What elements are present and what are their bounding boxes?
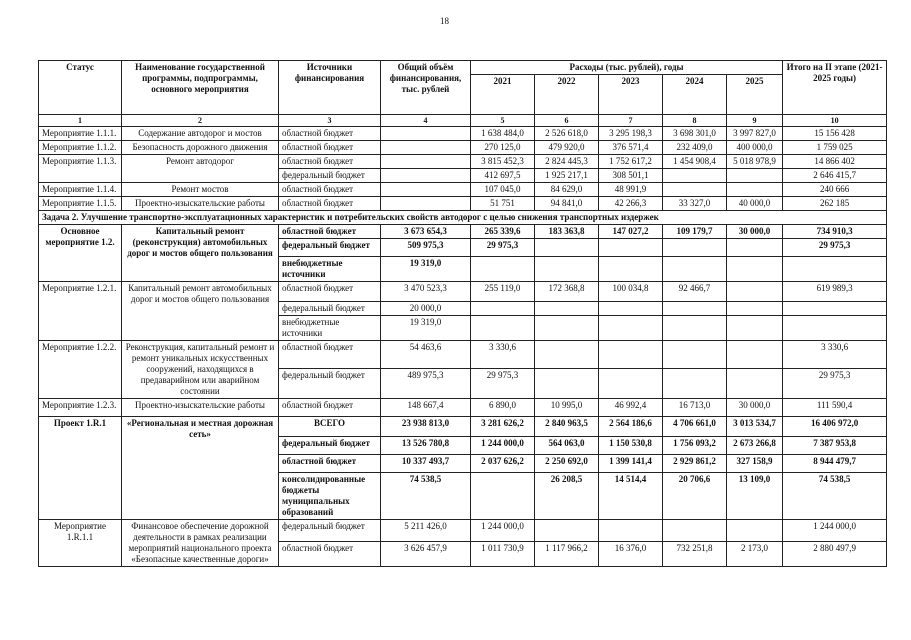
cell-2022	[535, 369, 599, 399]
table-row	[39, 155, 887, 169]
table-row	[39, 225, 887, 239]
cell-total: 74 538,5	[381, 473, 471, 520]
cell-2025: 2 673 266,8	[727, 437, 783, 455]
cell-2024	[663, 520, 727, 542]
cell-2025	[727, 341, 783, 369]
page-number: 18	[440, 16, 449, 26]
col-index: 3	[279, 115, 381, 127]
cell-2025: 13 109,0	[727, 473, 783, 520]
row-name: Ремонт автодорог	[122, 155, 279, 183]
header-total-stage: Итого на II этапе (2021-2025 годы)	[783, 61, 887, 115]
table-row	[39, 417, 887, 437]
cell-stage-total: 734 910,3	[783, 225, 887, 239]
cell-2024: 33 327,0	[663, 197, 727, 211]
cell-2024: 232 409,0	[663, 141, 727, 155]
cell-2021: 6 890,0	[471, 399, 535, 417]
cell-2023: 100 034,8	[599, 282, 663, 302]
cell-2021: 1 638 484,0	[471, 127, 535, 141]
cell-stage-total	[783, 302, 887, 316]
cell-2021	[471, 257, 535, 282]
row-source: областной бюджет	[279, 542, 381, 567]
cell-stage-total: 8 944 479,7	[783, 455, 887, 473]
cell-2025	[727, 520, 783, 542]
row-name: Ремонт мостов	[122, 183, 279, 197]
cell-total: 148 667,4	[381, 399, 471, 417]
table-row	[39, 282, 887, 302]
row-status: Мероприятие 1.1.5.	[39, 197, 122, 211]
cell-2021: 265 339,6	[471, 225, 535, 239]
row-source: областной бюджет	[279, 399, 381, 417]
cell-stage-total: 2 646 415,7	[783, 169, 887, 183]
col-index: 2	[122, 115, 279, 127]
table-row	[39, 399, 887, 417]
cell-stage-total: 619 989,3	[783, 282, 887, 302]
row-name: Проектно-изыскательские работы	[122, 399, 279, 417]
cell-2022	[535, 520, 599, 542]
cell-2022: 479 920,0	[535, 141, 599, 155]
header-year: 2024	[663, 75, 727, 115]
cell-2023: 1 150 530,8	[599, 437, 663, 455]
row-source: областной бюджет	[279, 127, 381, 141]
cell-2025	[727, 183, 783, 197]
cell-2025: 400 000,0	[727, 141, 783, 155]
cell-2021: 270 125,0	[471, 141, 535, 155]
cell-2024	[663, 369, 727, 399]
cell-2021: 1 244 000,0	[471, 520, 535, 542]
row-name: Финансовое обеспечение дорожной деятельности в рамках реализации мероприятий национального проекта «Безопасные качественные дороги»	[122, 520, 279, 567]
row-source: консолидированные бюджеты муниципальных образований	[279, 473, 381, 520]
cell-stage-total: 2 880 497,9	[783, 542, 887, 567]
col-index: 9	[727, 115, 783, 127]
cell-total: 54 463,6	[381, 341, 471, 369]
cell-2023: 1 399 141,4	[599, 455, 663, 473]
row-source: областной бюджет	[279, 183, 381, 197]
row-status: Мероприятие 1.1.1.	[39, 127, 122, 141]
header-expenses: Расходы (тыс. рублей), годы	[471, 61, 783, 75]
row-name: Капитальный ремонт (реконструкция) автомобильных дорог и мостов общего пользования	[122, 225, 279, 282]
cell-2025: 30 000,0	[727, 399, 783, 417]
cell-2022: 84 629,0	[535, 183, 599, 197]
cell-2021: 107 045,0	[471, 183, 535, 197]
header-year: 2021	[471, 75, 535, 115]
cell-2025: 40 000,0	[727, 197, 783, 211]
cell-2022: 183 363,8	[535, 225, 599, 239]
cell-2023	[599, 257, 663, 282]
row-status: Мероприятие 1.R.1.1	[39, 520, 122, 567]
row-name: Содержание автодорог и мостов	[122, 127, 279, 141]
cell-2021: 51 751	[471, 197, 535, 211]
cell-2024: 16 713,0	[663, 399, 727, 417]
cell-2023	[599, 316, 663, 341]
cell-2022	[535, 316, 599, 341]
cell-2023: 1 752 617,2	[599, 155, 663, 169]
cell-2024	[663, 239, 727, 257]
cell-total: 5 211 426,0	[381, 520, 471, 542]
cell-stage-total: 16 406 972,0	[783, 417, 887, 437]
row-name: «Региональная и местная дорожная сеть»	[122, 417, 279, 520]
cell-2025: 327 158,9	[727, 455, 783, 473]
cell-2021: 412 697,5	[471, 169, 535, 183]
cell-2023: 376 571,4	[599, 141, 663, 155]
cell-2023	[599, 369, 663, 399]
table-row	[39, 141, 887, 155]
cell-total: 3 673 654,3	[381, 225, 471, 239]
cell-2021: 1 244 000,0	[471, 437, 535, 455]
cell-total	[381, 197, 471, 211]
row-status: Мероприятие 1.2.3.	[39, 399, 122, 417]
cell-2022: 2 840 963,5	[535, 417, 599, 437]
row-status: Мероприятие 1.1.2.	[39, 141, 122, 155]
row-status: Проект 1.R.1	[39, 417, 122, 520]
cell-2024: 732 251,8	[663, 542, 727, 567]
header-total-volume: Общий объём финансирования, тыс. рублей	[381, 61, 471, 115]
cell-total: 489 975,3	[381, 369, 471, 399]
cell-stage-total: 1 759 025	[783, 141, 887, 155]
cell-total: 23 938 813,0	[381, 417, 471, 437]
cell-2024: 1 756 093,2	[663, 437, 727, 455]
cell-2025	[727, 239, 783, 257]
cell-total: 13 526 780,8	[381, 437, 471, 455]
cell-2022: 564 063,0	[535, 437, 599, 455]
cell-2023: 16 376,0	[599, 542, 663, 567]
cell-2023: 14 514,4	[599, 473, 663, 520]
cell-2025: 2 173,0	[727, 542, 783, 567]
task-row	[39, 211, 887, 225]
header-status: Статус	[39, 61, 122, 115]
cell-stage-total: 29 975,3	[783, 369, 887, 399]
row-status: Мероприятие 1.1.3.	[39, 155, 122, 183]
cell-2023	[599, 520, 663, 542]
row-source: областной бюджет	[279, 141, 381, 155]
cell-2021: 2 037 626,2	[471, 455, 535, 473]
table-row	[39, 127, 887, 141]
cell-stage-total	[783, 316, 887, 341]
cell-stage-total: 111 590,4	[783, 399, 887, 417]
cell-2022	[535, 239, 599, 257]
row-source: федеральный бюджет	[279, 369, 381, 399]
table-row	[39, 197, 887, 211]
cell-2025	[727, 282, 783, 302]
cell-2024	[663, 183, 727, 197]
cell-2024	[663, 316, 727, 341]
header-year: 2023	[599, 75, 663, 115]
cell-2022: 172 368,8	[535, 282, 599, 302]
cell-2024: 1 454 908,4	[663, 155, 727, 169]
cell-total	[381, 141, 471, 155]
row-name: Реконструкция, капитальный ремонт и ремонт уникальных искусственных сооружений, находящихся в предаварийном или аварийном состоянии	[122, 341, 279, 399]
header-year: 2022	[535, 75, 599, 115]
cell-2022	[535, 341, 599, 369]
header-year: 2025	[727, 75, 783, 115]
table-row	[39, 183, 887, 197]
cell-2023: 3 295 198,3	[599, 127, 663, 141]
cell-2023	[599, 239, 663, 257]
row-name: Безопасность дорожного движения	[122, 141, 279, 155]
cell-total	[381, 169, 471, 183]
row-source: федеральный бюджет	[279, 239, 381, 257]
cell-2024: 4 706 661,0	[663, 417, 727, 437]
cell-total	[381, 155, 471, 169]
header-sources: Источники финансирования	[279, 61, 381, 115]
cell-2022: 2 526 618,0	[535, 127, 599, 141]
row-source: областной бюджет	[279, 197, 381, 211]
table-row	[39, 520, 887, 542]
row-name: Проектно-изыскательские работы	[122, 197, 279, 211]
cell-total: 20 000,0	[381, 302, 471, 316]
cell-stage-total: 240 666	[783, 183, 887, 197]
cell-2025: 5 018 978,9	[727, 155, 783, 169]
cell-2021: 1 011 730,9	[471, 542, 535, 567]
col-index: 6	[535, 115, 599, 127]
cell-total: 19 319,0	[381, 257, 471, 282]
cell-2021: 3 815 452,3	[471, 155, 535, 169]
cell-total: 19 319,0	[381, 316, 471, 341]
task-title: Задача 2. Улучшение транспортно-эксплуатационных характеристик и потребительских свойств автодорог с целью снижения транспортных издержек	[39, 211, 887, 225]
row-source: областной бюджет	[279, 282, 381, 302]
cell-total: 3 470 523,3	[381, 282, 471, 302]
cell-total: 509 975,3	[381, 239, 471, 257]
col-index: 1	[39, 115, 122, 127]
cell-stage-total: 74 538,5	[783, 473, 887, 520]
cell-stage-total: 7 387 953,8	[783, 437, 887, 455]
cell-2024	[663, 302, 727, 316]
row-source: внебюджетные источники	[279, 316, 381, 341]
cell-2024	[663, 341, 727, 369]
cell-2024: 20 706,6	[663, 473, 727, 520]
cell-2021: 3 330,6	[471, 341, 535, 369]
cell-2022: 10 995,0	[535, 399, 599, 417]
cell-2023	[599, 341, 663, 369]
cell-2025: 3 997 827,0	[727, 127, 783, 141]
cell-total: 3 626 457,9	[381, 542, 471, 567]
financing-table	[38, 60, 887, 567]
cell-2022: 94 841,0	[535, 197, 599, 211]
cell-total	[381, 127, 471, 141]
row-status: Основное мероприятие 1.2.	[39, 225, 122, 282]
cell-2024: 92 466,7	[663, 282, 727, 302]
cell-2022: 1 925 217,1	[535, 169, 599, 183]
cell-2023: 2 564 186,6	[599, 417, 663, 437]
row-source: федеральный бюджет	[279, 302, 381, 316]
cell-total: 10 337 493,7	[381, 455, 471, 473]
cell-2024: 109 179,7	[663, 225, 727, 239]
cell-2021: 3 281 626,2	[471, 417, 535, 437]
cell-2025	[727, 169, 783, 183]
cell-stage-total: 1 244 000,0	[783, 520, 887, 542]
cell-2023: 42 266,3	[599, 197, 663, 211]
cell-2025	[727, 302, 783, 316]
cell-2022	[535, 302, 599, 316]
cell-2025	[727, 316, 783, 341]
cell-2021	[471, 316, 535, 341]
row-source: областной бюджет	[279, 455, 381, 473]
col-index: 4	[381, 115, 471, 127]
cell-2025: 3 013 534,7	[727, 417, 783, 437]
row-status: Мероприятие 1.2.1.	[39, 282, 122, 341]
cell-2022: 1 117 966,2	[535, 542, 599, 567]
table-row	[39, 341, 887, 369]
cell-2023: 48 991,9	[599, 183, 663, 197]
cell-2021	[471, 473, 535, 520]
row-source: федеральный бюджет	[279, 169, 381, 183]
cell-stage-total	[783, 257, 887, 282]
cell-2024	[663, 169, 727, 183]
row-name: Капитальный ремонт автомобильных дорог и мостов общего пользования	[122, 282, 279, 341]
row-source: федеральный бюджет	[279, 520, 381, 542]
cell-2023: 46 992,4	[599, 399, 663, 417]
cell-2021	[471, 302, 535, 316]
row-source: федеральный бюджет	[279, 437, 381, 455]
cell-2021: 29 975,3	[471, 369, 535, 399]
cell-2025	[727, 257, 783, 282]
cell-2024: 3 698 301,0	[663, 127, 727, 141]
cell-stage-total: 29 975,3	[783, 239, 887, 257]
cell-2023	[599, 302, 663, 316]
cell-2022	[535, 257, 599, 282]
row-source: ВСЕГО	[279, 417, 381, 437]
header-name: Наименование государственной программы, подпрограммы, основного мероприятия	[122, 61, 279, 115]
col-index: 10	[783, 115, 887, 127]
row-source: областной бюджет	[279, 341, 381, 369]
cell-2021: 255 119,0	[471, 282, 535, 302]
row-source: областной бюджет	[279, 155, 381, 169]
cell-stage-total: 15 156 428	[783, 127, 887, 141]
cell-2022: 26 208,5	[535, 473, 599, 520]
cell-2022: 2 250 692,0	[535, 455, 599, 473]
col-index: 7	[599, 115, 663, 127]
cell-2025	[727, 369, 783, 399]
cell-2025: 30 000,0	[727, 225, 783, 239]
cell-stage-total: 3 330,6	[783, 341, 887, 369]
col-index: 8	[663, 115, 727, 127]
cell-2023: 308 501,1	[599, 169, 663, 183]
row-source: внебюджетные источники	[279, 257, 381, 282]
row-status: Мероприятие 1.2.2.	[39, 341, 122, 399]
cell-stage-total: 14 866 402	[783, 155, 887, 169]
cell-total	[381, 183, 471, 197]
cell-stage-total: 262 185	[783, 197, 887, 211]
cell-2024: 2 929 861,2	[663, 455, 727, 473]
column-index-row	[39, 115, 887, 127]
cell-2021: 29 975,3	[471, 239, 535, 257]
row-source: областной бюджет	[279, 225, 381, 239]
cell-2024	[663, 257, 727, 282]
cell-2023: 147 027,2	[599, 225, 663, 239]
row-status: Мероприятие 1.1.4.	[39, 183, 122, 197]
col-index: 5	[471, 115, 535, 127]
cell-2022: 2 824 445,3	[535, 155, 599, 169]
